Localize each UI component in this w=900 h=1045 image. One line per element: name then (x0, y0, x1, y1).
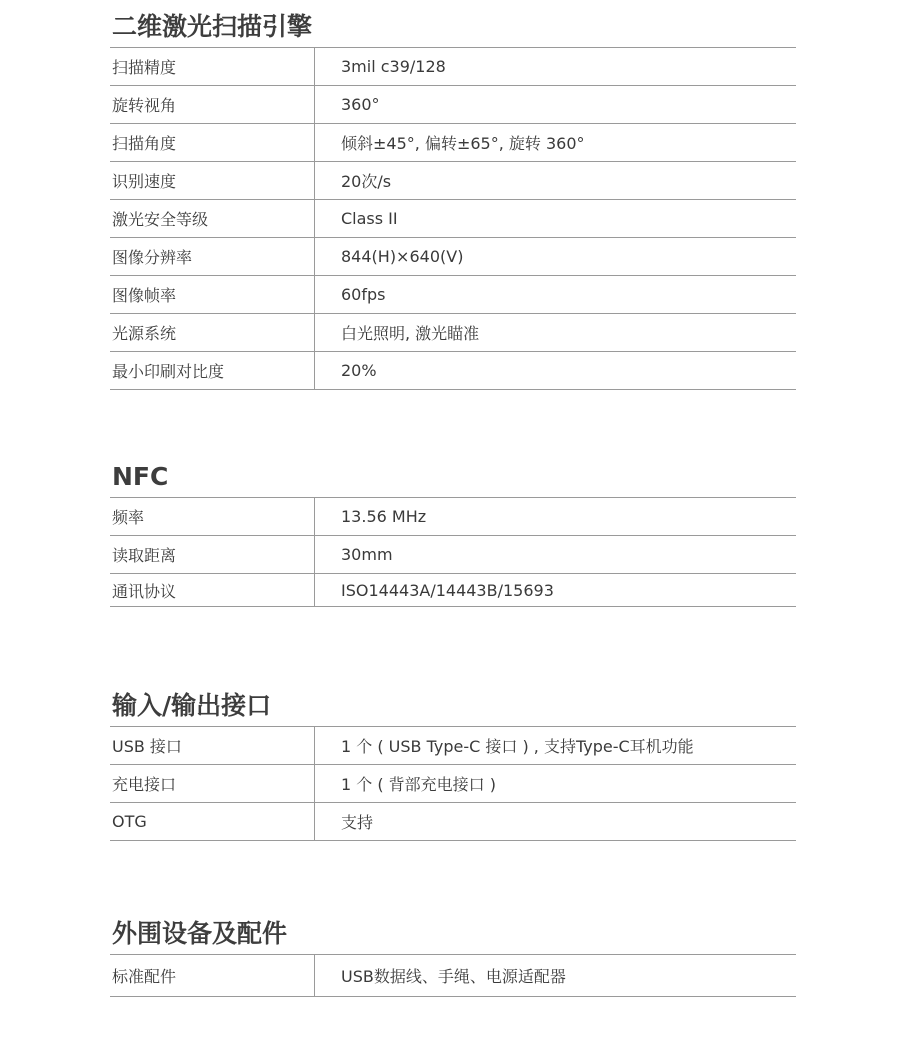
spec-label: 频率 (110, 498, 315, 535)
spec-label: 识别速度 (110, 162, 315, 199)
spec-table (110, 955, 796, 997)
spec-value: ISO14443A/14443B/15693 (341, 580, 554, 600)
spec-table (110, 48, 796, 390)
spec-value: 倾斜±45°, 偏转±65°, 旋转 360° (341, 134, 585, 153)
spec-label: 图像帧率 (110, 276, 315, 313)
spec-value: 3mil c39/128 (341, 57, 446, 76)
spec-value: 1 个 ( USB Type-C 接口 ) , 支持Type-C耳机功能 (341, 737, 694, 756)
section-nfc (110, 462, 796, 607)
spec-label: 扫描精度 (110, 48, 315, 85)
table-row (110, 955, 796, 997)
section-title: 输入/输出接口 (110, 691, 796, 727)
spec-value: 844(H)×640(V) (341, 247, 464, 266)
spec-label: 激光安全等级 (110, 200, 315, 237)
table-row (110, 124, 796, 162)
table-row (110, 536, 796, 574)
spec-label: USB 接口 (110, 727, 315, 764)
table-row (110, 86, 796, 124)
spec-value: 30mm (341, 545, 393, 564)
spec-value: 白光照明, 激光瞄准 (341, 324, 480, 343)
table-row (110, 314, 796, 352)
spec-label: OTG (110, 803, 315, 840)
spec-label: 图像分辨率 (110, 238, 315, 275)
spec-label: 充电接口 (110, 765, 315, 802)
table-row (110, 574, 796, 607)
section-title: NFC (110, 462, 796, 498)
spec-label: 光源系统 (110, 314, 315, 351)
spec-value: 360° (341, 95, 380, 114)
table-row (110, 238, 796, 276)
table-row (110, 276, 796, 314)
spec-value: 1 个 ( 背部充电接口 ) (341, 775, 497, 794)
spec-value: 20次/s (341, 172, 392, 191)
spec-value: USB数据线、手绳、电源适配器 (341, 967, 566, 986)
spec-label: 旋转视角 (110, 86, 315, 123)
spec-label: 最小印刷对比度 (110, 352, 315, 389)
table-row (110, 498, 796, 536)
table-row (110, 352, 796, 390)
table-row (110, 162, 796, 200)
spec-label: 通讯协议 (110, 574, 315, 606)
spec-value: 20% (341, 361, 377, 380)
section-title: 二维激光扫描引擎 (110, 12, 796, 48)
spec-label: 读取距离 (110, 536, 315, 573)
section-io-interfaces (110, 691, 796, 841)
spec-value: 60fps (341, 285, 386, 304)
spec-table (110, 727, 796, 841)
spec-value: Class II (341, 209, 398, 228)
section-laser-scan-engine (110, 12, 796, 390)
spec-value: 支持 (341, 813, 374, 832)
spec-table (110, 498, 796, 607)
spec-label: 标准配件 (110, 955, 315, 996)
table-row (110, 765, 796, 803)
table-row (110, 803, 796, 841)
section-title: 外围设备及配件 (110, 919, 796, 955)
spec-label: 扫描角度 (110, 124, 315, 161)
section-accessories (110, 919, 796, 997)
table-row (110, 200, 796, 238)
spec-value: 13.56 MHz (341, 507, 427, 526)
table-row (110, 48, 796, 86)
table-row (110, 727, 796, 765)
